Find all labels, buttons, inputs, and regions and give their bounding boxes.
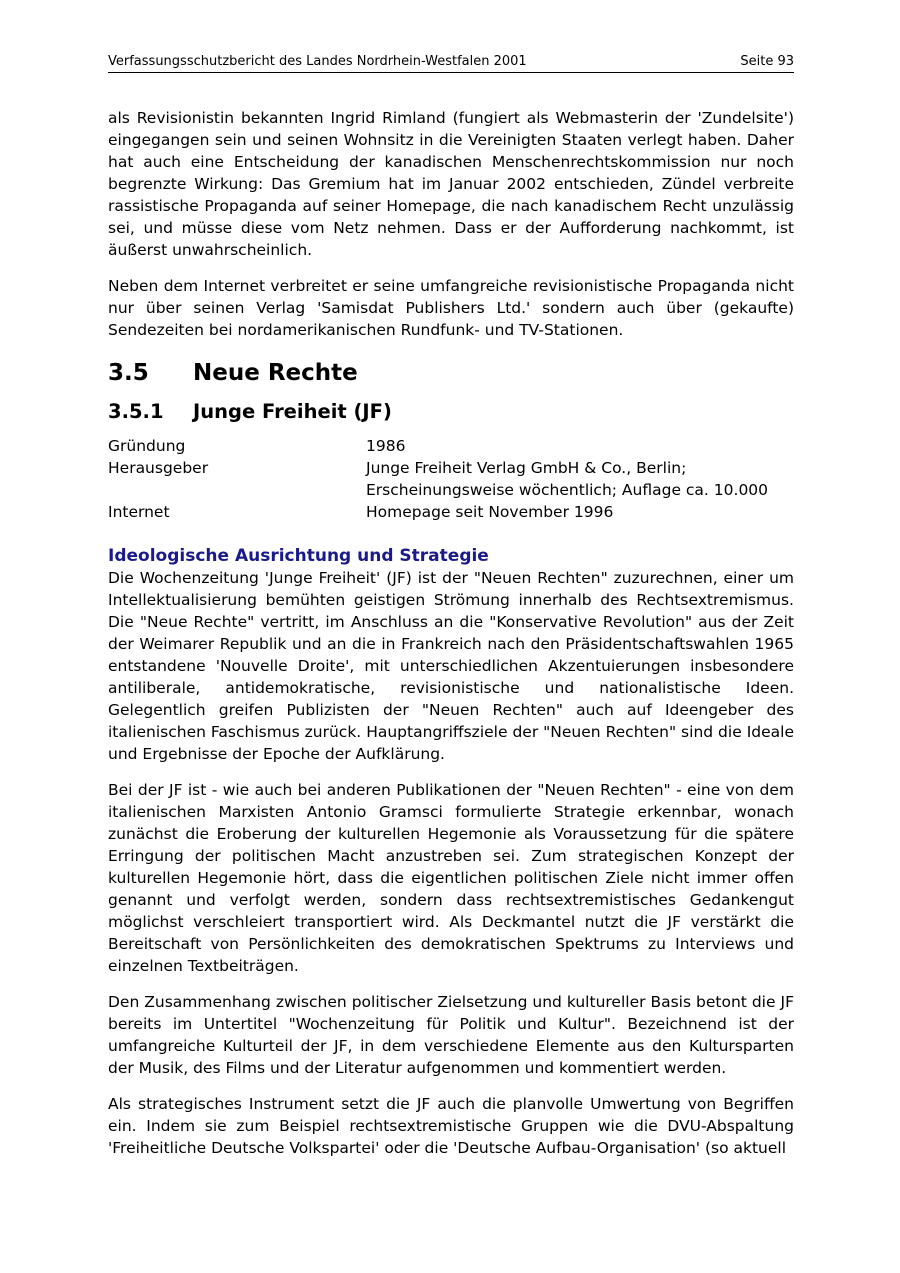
fact-row: [108, 457, 794, 501]
subsection-number: 3.5.1: [108, 400, 164, 423]
page-number: Seite 93: [740, 54, 794, 69]
paragraph: Bei der JF ist - wie auch bei anderen Publikationen der "Neuen Rechten" - eine von dem italienischen Marxisten Antonio Gramsci formulierte Strategie erkennbar, wonach zunächst die Eroberung der kulturellen Hegemonie als Voraussetzung für die spätere Erringung der politischen Macht anzustreben sei. Zum strategischen Konzept der kulturellen Hegemonie hört, dass die eigentlichen politischen Ziele nicht immer offen genannt und verfolgt werden, sondern dass rechtsextremistisches Gedankengut möglichst verschleiert transportiert wird. Als Deckmantel nutzt die JF verstärkt die Bereitschaft von Persönlichkeiten des demokratischen Spektrums zu Interviews und einzelnen Textbeiträgen.: [108, 781, 794, 975]
ideology-heading: Ideologische Ausrichtung und Strategie: [108, 546, 489, 566]
fact-value: Junge Freiheit Verlag GmbH & Co., Berlin; Erscheinungsweise wöchentlich; Auflage ca. 10.000: [366, 459, 769, 499]
fact-row: [108, 435, 794, 457]
section-title: Neue Rechte: [193, 360, 358, 386]
fact-label: Gründung: [108, 437, 186, 455]
paragraph: Die Wochenzeitung 'Junge Freiheit' (JF) ist der "Neuen Rechten" zuzurechnen, einer um Intellektualisierung bemühten geistigen Strömung innerhalb des Rechtsextremismus. Die "Neue Rechte" vertritt, im Anschluss an die "Konservative Revolution" aus der Zeit der Weimarer Republik und an die in Frankreich nach den Präsidentschaftswahlen 1965 entstandene 'Nouvelle Droite', mit unterschiedlichen Akzentuierungen insbesondere antiliberale, antidemokratische, revisionistische und nationalistische Ideen. Gelegentlich greifen Publizisten der "Neuen Rechten" auch auf Ideengeber des italienischen Faschismus zurück. Hauptangriffsziele der "Neuen Rechten" sind die Ideale und Ergebnisse der Epoche der Aufklärung.: [108, 569, 794, 763]
section-heading: [108, 359, 794, 387]
fact-value: Homepage seit November 1996: [366, 503, 614, 521]
fact-value: 1986: [366, 437, 406, 455]
section-number: 3.5: [108, 360, 149, 386]
subsection-heading: [108, 399, 794, 425]
fact-label: Herausgeber: [108, 459, 209, 477]
fact-table: [108, 435, 794, 523]
fact-label: Internet: [108, 503, 170, 521]
fact-row: [108, 501, 794, 523]
header-title: Verfassungsschutzbericht des Landes Nordrhein-Westfalen 2001: [108, 54, 527, 69]
document-body: [108, 107, 794, 1173]
paragraph: als Revisionistin bekannten Ingrid Rimland (fungiert als Webmasterin der 'Zundelsite') eingegangen sein und seinen Wohnsitz in die Vereinigten Staaten verlegt haben. Daher hat auch eine Entscheidung der kanadischen Menschenrechtskommission nur noch begrenzte Wirkung: Das Gremium hat im Januar 2002 entschieden, Zündel verbreite rassistische Propaganda auf seiner Homepage, die nach kanadischem Recht unzulässig sei, und müsse diese vom Netz nehmen. Dass er der Aufforderung nachkommt, ist äußerst unwahrscheinlich.: [108, 109, 794, 259]
paragraph: Neben dem Internet verbreitet er seine umfangreiche revisionistische Propaganda nicht nur über seinen Verlag 'Samisdat Publishers Ltd.' sondern auch über (gekaufte) Sendezeiten bei nordamerikanischen Rundfunk- und TV-Stationen.: [108, 277, 794, 339]
paragraph: Den Zusammenhang zwischen politischer Zielsetzung und kultureller Basis betont die JF bereits im Untertitel "Wochenzeitung für Politik und Kultur". Bezeichnend ist der umfangreiche Kulturteil der JF, in dem verschiedene Elemente aus den Kultursparten der Musik, des Films und der Literatur aufgenommen und kommentiert werden.: [108, 993, 794, 1077]
subsection-title: Junge Freiheit (JF): [193, 400, 392, 423]
page-header: [108, 52, 794, 73]
paragraph: Als strategisches Instrument setzt die JF auch die planvolle Umwertung von Begriffen ein. Indem sie zum Beispiel rechtsextremistische Gruppen wie die DVU-Abspaltung 'Freiheitliche Deutsche Volkspartei' oder die 'Deutsche Aufbau-Organisation' (so aktuell: [108, 1095, 794, 1157]
